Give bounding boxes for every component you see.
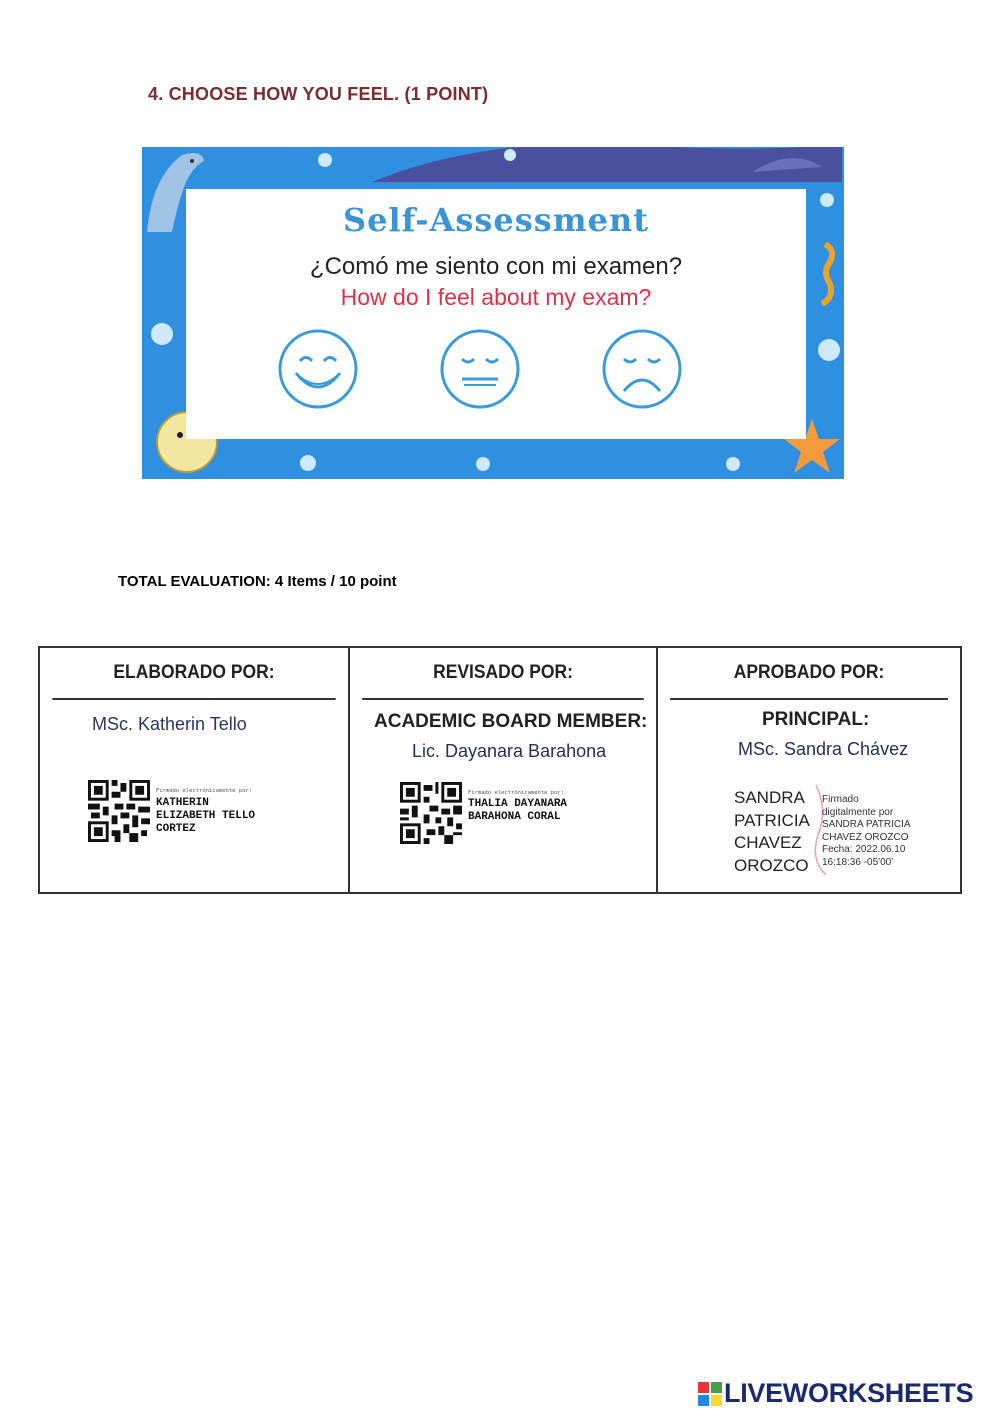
whale-decoration [372,147,842,187]
question-spanish: ¿Comó me siento con mi examen? [309,253,683,280]
bubble [726,457,740,471]
aprobado-name: MSc. Sandra Chávez [738,739,909,759]
liveworksheets-logo-icon [698,1382,722,1406]
header-elaborado: ELABORADO POR: [52,648,335,700]
question-english: How do I feel about my exam? [340,284,652,310]
self-assessment-title: Self-Assessment [342,201,650,239]
bubble [300,455,316,471]
header-aprobado: APROBADO POR: [670,648,948,700]
revisado-signed-label: Firmado electrónicamente por: [468,790,565,796]
revisado-role: ACADEMIC BOARD MEMBER: [374,711,648,732]
self-assessment-banner [142,147,844,479]
bubble [318,153,332,167]
column-elaborado [40,648,348,892]
elaborado-signed-label: Firmado electrónicamente por: [156,788,253,794]
seahorse-decoration [810,242,840,307]
header-revisado: REVISADO POR: [362,648,644,700]
column-revisado [348,648,656,892]
signature-table [38,646,962,894]
revisado-name: Lic. Dayanara Barahona [412,741,607,761]
neutral-face-icon[interactable] [438,327,522,411]
sad-face-icon[interactable] [600,327,684,411]
bubble [476,457,490,471]
liveworksheets-watermark[interactable]: LIVEWORKSHEETS [724,1378,974,1408]
column-aprobado [656,648,960,892]
aprobado-signer-small: Firmado digitalmente por SANDRA PATRICIA CHAVEZ OROZCO Fecha: 2022.06.10 16:18:36 -05'00' [822,794,911,868]
bubble [818,339,840,361]
elaborado-name: MSc. Katherin Tello [92,714,247,734]
aprobado-signer-big: SANDRA PATRICIA CHAVEZ OROZCO [734,788,810,875]
happy-face-icon[interactable] [276,327,360,411]
banner-content [186,189,806,439]
qr-code-icon [88,780,150,842]
qr-code-icon [400,782,462,844]
elaborado-signer: KATHERIN ELIZABETH TELLO CORTEZ [156,797,256,835]
total-evaluation: TOTAL EVALUATION: 4 Items / 10 point [118,573,397,590]
bubble [504,149,516,161]
question-heading: 4. CHOOSE HOW YOU FEEL. (1 POINT) [148,84,489,104]
bubble [151,323,173,345]
revisado-signer: THALIA DAYANARA BARAHONA CORAL [468,798,568,823]
bubble [820,193,834,207]
aprobado-role: PRINCIPAL: [762,709,870,730]
